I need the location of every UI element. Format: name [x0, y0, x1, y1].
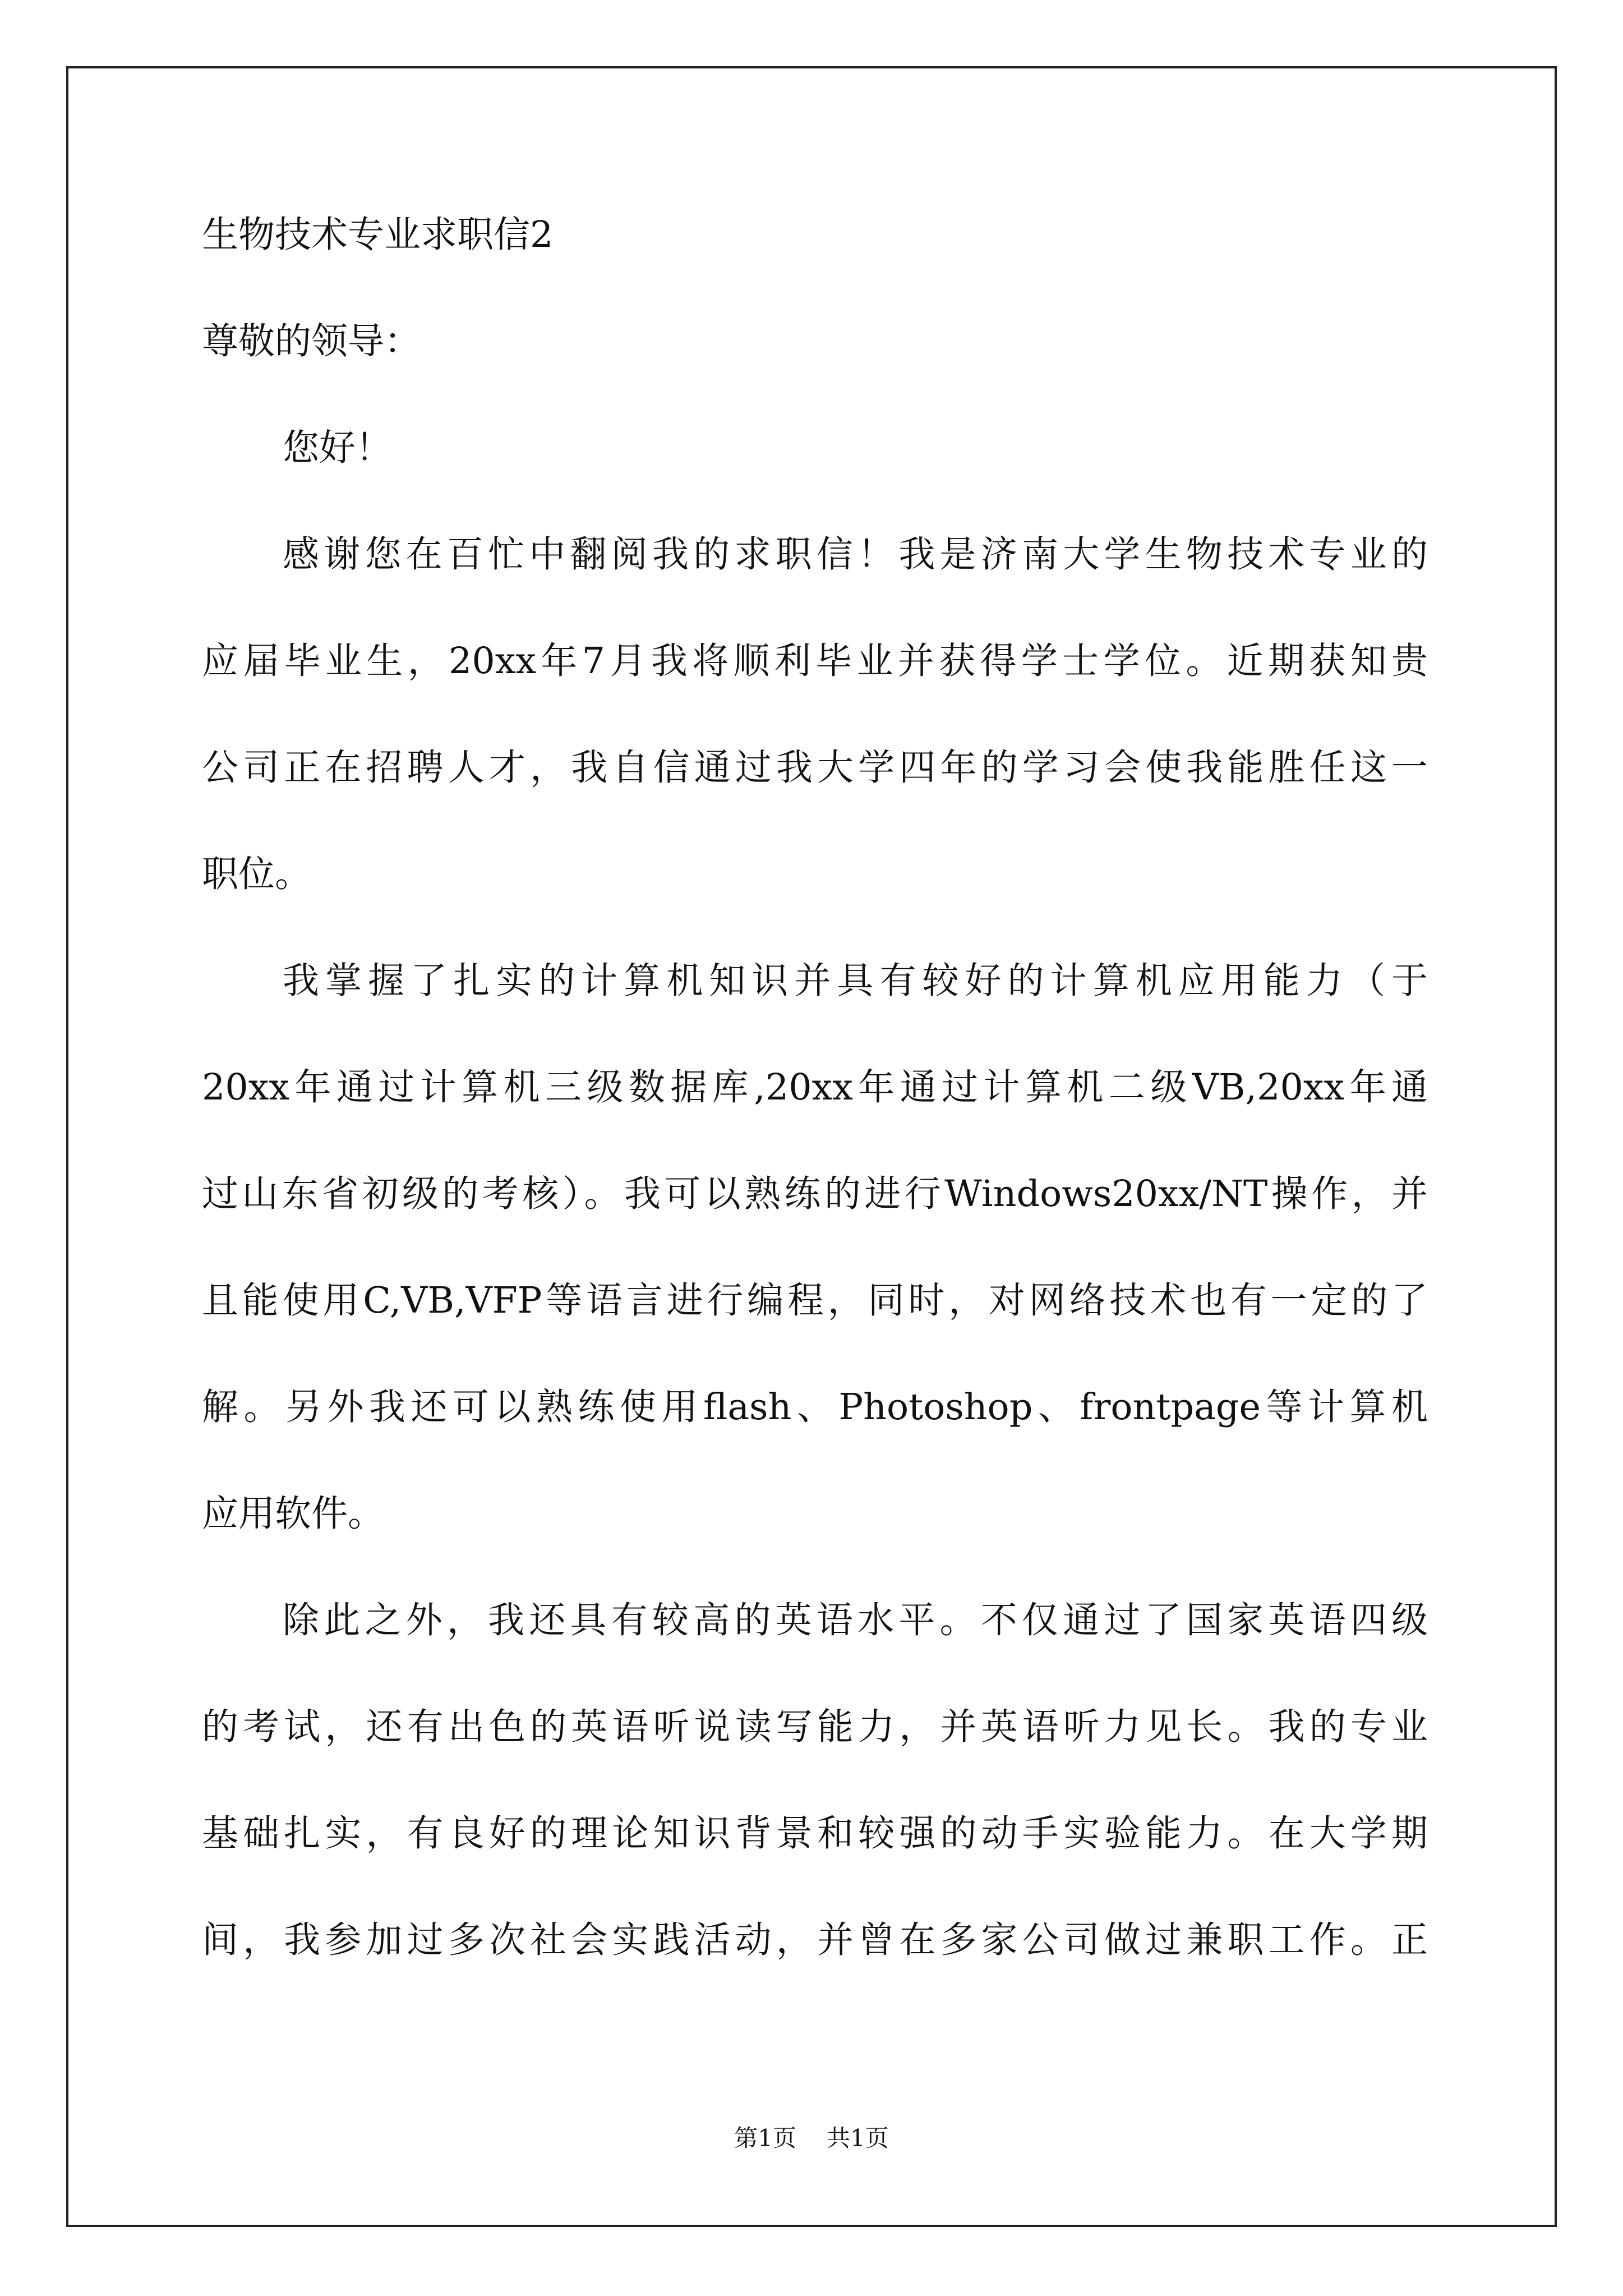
document-body — [202, 204, 1428, 2016]
paragraph-line: 我掌握了扎实的计算机知识并具有较好的计算机应用能力（于 — [283, 960, 1428, 1002]
paragraph-line: 且能使用C,VB,VFP等语言进行编程，同时，对网络技术也有一定的了 — [202, 1280, 1428, 1322]
greeting: 您好！ — [283, 427, 393, 469]
paragraph-2 — [202, 950, 1428, 1590]
paragraph-line: 公司正在招聘人才，我自信通过我大学四年的学习会使我能胜任这一 — [202, 747, 1428, 789]
paragraph-line: 间，我参加过多次社会实践活动，并曾在多家公司做过兼职工作。正 — [202, 1919, 1428, 1961]
paragraph-line: 应届毕业生，20xx年7月我将顺利毕业并获得学士学位。近期获知贵 — [202, 640, 1428, 682]
paragraph-line: 应用软件。 — [202, 1493, 385, 1535]
paragraph-line: 感谢您在百忙中翻阅我的求职信！我是济南大学生物技术专业的 — [283, 533, 1428, 576]
page-number: 第1页 — [734, 2124, 796, 2152]
paragraph-3 — [202, 1590, 1428, 2016]
paragraph-line: 除此之外，我还具有较高的英语水平。不仅通过了国家英语四级 — [283, 1599, 1428, 1641]
page-footer — [0, 2122, 1623, 2155]
paragraph-line: 过山东省初级的考核）。我可以熟练的进行Windows20xx/NT操作，并 — [202, 1173, 1428, 1215]
paragraph-line: 20xx年通过计算机三级数据库,20xx年通过计算机二级VB,20xx年通 — [202, 1066, 1428, 1108]
document-title: 生物技术专业求职信2 — [202, 214, 554, 256]
salutation: 尊敬的领导： — [202, 320, 421, 362]
paragraph-line: 解。另外我还可以熟练使用flash、Photoshop、frontpage等计算机 — [202, 1386, 1428, 1428]
paragraph-line: 基础扎实，有良好的理论知识背景和较强的动手实验能力。在大学期 — [202, 1812, 1428, 1855]
paragraph-1 — [202, 524, 1428, 950]
paragraph-line: 的考试，还有出色的英语听说读写能力，并英语听力见长。我的专业 — [202, 1706, 1428, 1748]
paragraph-line: 职位。 — [202, 853, 312, 895]
page-total: 共1页 — [827, 2124, 889, 2152]
